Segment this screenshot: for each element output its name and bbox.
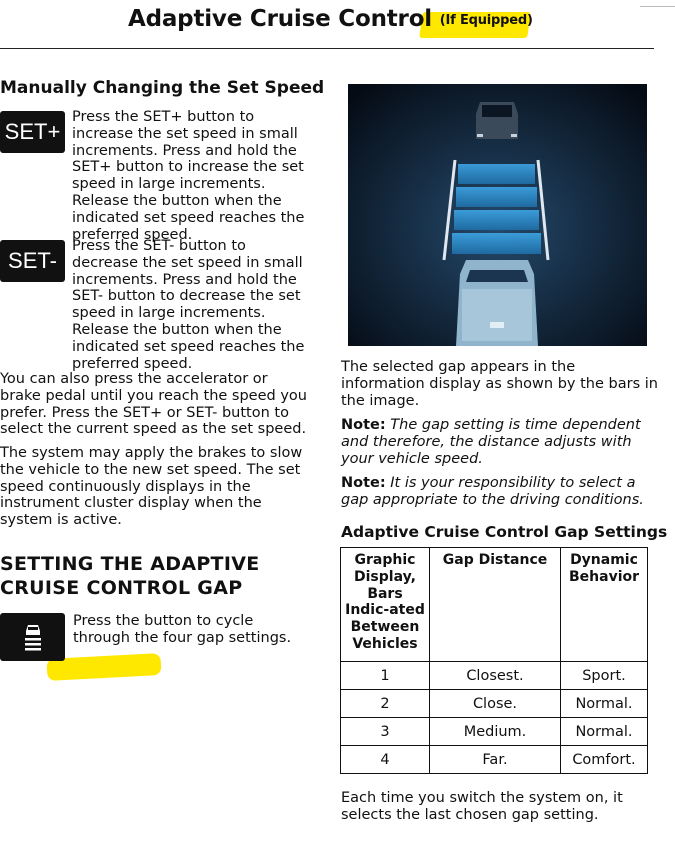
gap-settings-table (340, 547, 648, 774)
table-cell: 1 (341, 662, 430, 690)
table-cell: Medium. (430, 718, 561, 746)
table-row (341, 690, 648, 718)
gap-button-icon (0, 613, 65, 661)
table-cell: 3 (341, 718, 430, 746)
paragraph-last-gap: Each time you switch the system on, it selects the last chosen gap setting. (341, 790, 623, 823)
table-cell: Far. (430, 746, 561, 774)
gap-button-text: Press the button to cycle through the four gap settings. (73, 613, 292, 646)
note-label: Note: (341, 417, 386, 433)
table-cell: 2 (341, 690, 430, 718)
table-cell: Normal. (561, 690, 648, 718)
table-cell: 4 (341, 746, 430, 774)
table-cell: Comfort. (561, 746, 648, 774)
header-rule (0, 48, 654, 49)
set-plus-text: Press the SET+ button to increase the set speed in small increments. Press and hold the SET+ button to increase the set speed in large increments. Release the button when the indicated set speed reaches the preferred speed. (72, 109, 305, 243)
paragraph-brakes: The system may apply the brakes to slow the vehicle to the new set speed. The set speed continuously displays in the instrument cluster display when the system is active. (0, 445, 303, 529)
header-graphic-display: Graphic Display, Bars Indic-ated Between Vehicles (341, 548, 430, 662)
set-minus-button-icon: SET- (0, 240, 65, 282)
title-text: Adaptive Cruise Control (128, 6, 432, 32)
top-right-rule (640, 6, 675, 7)
table-row (341, 662, 648, 690)
table-row (341, 746, 648, 774)
table-cell: Close. (430, 690, 561, 718)
road-gap-illustration (348, 84, 647, 346)
table-cell: Closest. (430, 662, 561, 690)
paragraph-gap-appears: The selected gap appears in the information display as shown by the bars in the image. (341, 359, 658, 409)
section-heading-set-speed: Manually Changing the Set Speed (0, 78, 325, 98)
section-heading-gap: SETTING THE ADAPTIVE CRUISE CONTROL GAP (0, 553, 260, 599)
note-text: It is your responsibility to select a gap appropriate to the driving conditions. (341, 475, 644, 508)
note-label: Note: (341, 475, 386, 491)
note-time-dependent (341, 417, 661, 467)
table-cell: Sport. (561, 662, 648, 690)
header-gap-distance: Gap Distance (430, 548, 561, 662)
table-header-row (341, 548, 648, 662)
set-minus-text: Press the SET- button to decrease the set speed in small increments. Press and hold the SET- button to decrease the set speed in large increments. Release the button when the indicated set speed reaches the preferred speed. (72, 238, 305, 372)
page-title (128, 6, 533, 32)
note-responsibility (341, 475, 661, 509)
gap-illustration (348, 84, 647, 346)
note-text: The gap setting is time dependent and therefore, the distance adjusts with your vehicle speed. (341, 417, 641, 467)
table-cell: Normal. (561, 718, 648, 746)
paragraph-accelerator: You can also press the accelerator or brake pedal until you reach the speed you prefer. Press the SET+ or SET- button to select the current speed as the set speed. (0, 371, 307, 438)
title-subtitle: (If Equipped) (439, 13, 533, 28)
car-gap-icon (22, 622, 44, 652)
header-dynamic-behavior: Dynamic Behavior (561, 548, 648, 662)
set-plus-button-icon: SET+ (0, 111, 65, 153)
table-row (341, 718, 648, 746)
table-heading: Adaptive Cruise Control Gap Settings (341, 523, 668, 541)
